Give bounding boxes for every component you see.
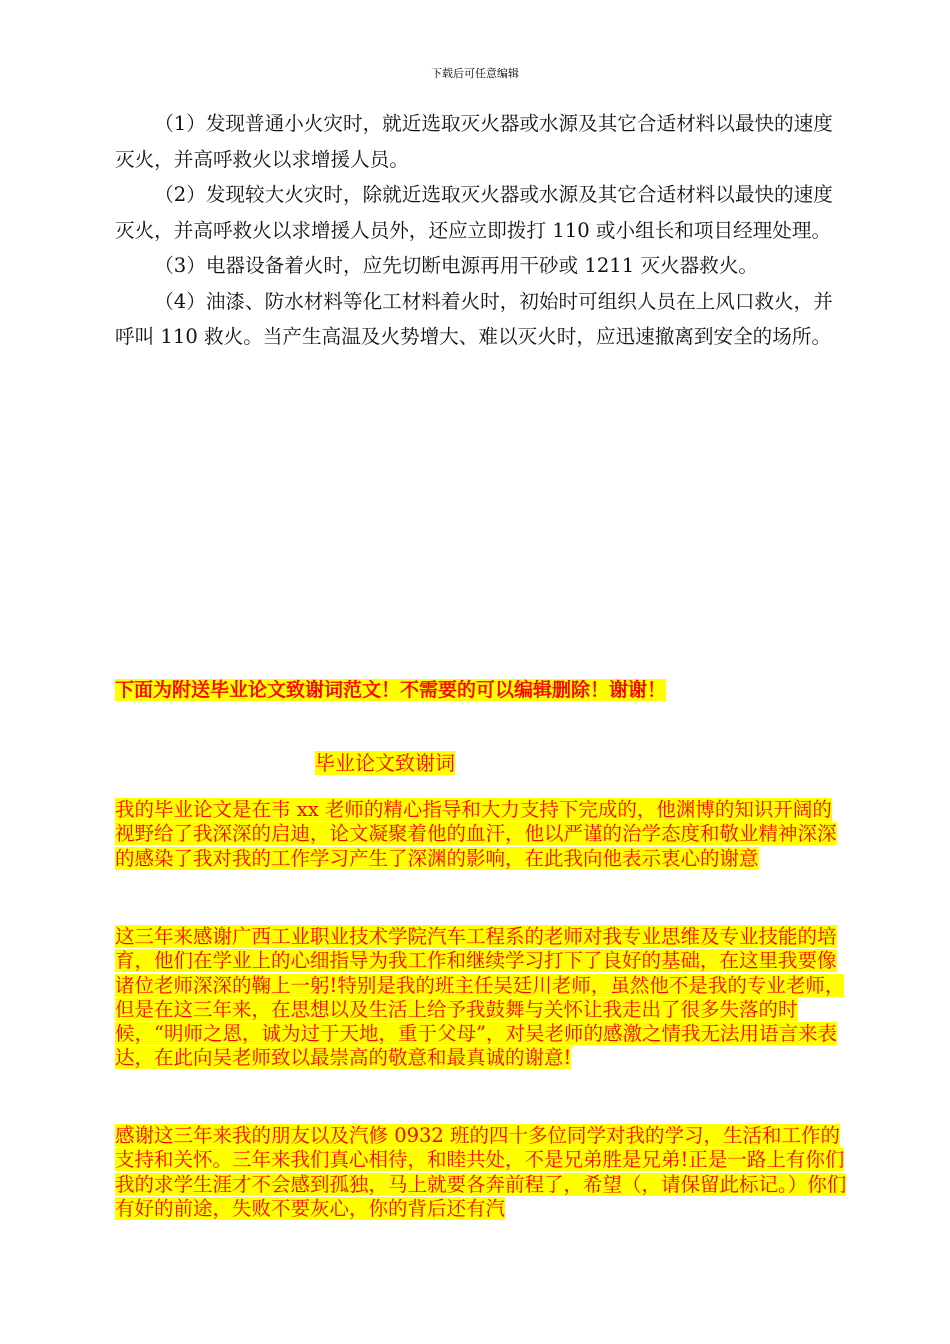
fire-step-3: （3）电器设备着火时，应先切断电源再用干砂或 1211 灭火器救火。 xyxy=(154,254,759,277)
acknowledgement-title-text: 毕业论文致谢词 xyxy=(315,751,455,775)
acknowledgement-paragraph-3 xyxy=(115,1124,850,1221)
acknowledgement-paragraph-1-text: 我的毕业论文是在韦 xx 老师的精心指导和大力支持下完成的，他渊博的知识开阔的视野给了我深深的启迪，论文凝聚着他的血汗，他以严谨的治学态度和敬业精神深深的感染了我对我的工作学习产生了深渊的影响，在此我向他表示衷心的谢意 xyxy=(115,798,837,870)
fire-step-1: （1）发现普通小火灾时，就近选取灭火器或水源及其它合适材料以最快的速度灭火，并高呼救火以求增援人员。 xyxy=(115,112,833,171)
fire-step-2: （2）发现较大火灾时，除就近选取灭火器或水源及其它合适材料以最快的速度灭火，并高呼救火以求增援人员外，还应立即拨打 110 或小组长和项目经理处理。 xyxy=(115,183,833,242)
acknowledgement-paragraph-2 xyxy=(115,925,850,1071)
page-header: 下载后可任意编辑 xyxy=(431,67,519,80)
appendix-notice xyxy=(115,676,666,704)
fire-response-section xyxy=(115,106,850,355)
appendix-notice-text: 下面为附送毕业论文致谢词范文！不需要的可以编辑删除！谢谢！ xyxy=(115,679,667,701)
acknowledgement-title xyxy=(315,749,455,777)
acknowledgement-paragraph-2-text: 这三年来感谢广西工业职业技术学院汽车工程系的老师对我专业思维及专业技能的培育，他们在学业上的心细指导为我工作和继续学习打下了良好的基础，在这里我要像诸位老师深深的鞠上一躬!特别是我的班主任吴廷川老师，虽然他不是我的专业老师，但是在这三年来，在思想以及生活上给予我鼓舞与关怀让我走出了很多失落的时候，“明师之恩，诚为过于天地，重于父母”，对吴老师的感激之情我无法用语言来表达，在此向吴老师致以最崇高的敬意和最真诚的谢意! xyxy=(115,925,845,1070)
fire-step-4: （4）油漆、防水材料等化工材料着火时，初始时可组织人员在上风口救火，并呼叫 110 救火。当产生高温及火势增大、难以灭火时，应迅速撤离到安全的场所。 xyxy=(115,289,833,348)
acknowledgement-paragraph-1 xyxy=(115,798,850,871)
acknowledgement-paragraph-3-text: 感谢这三年来我的朋友以及汽修 0932 班的四十多位同学对我的学习，生活和工作的支持和关怀。三年来我们真心相待，和睦共处，不是兄弟胜是兄弟!正是一路上有你们我的求学生涯才不会感到孤独，马上就要各奔前程了，希望（，请保留此标记。）你们有好的前途，失败不要灰心，你的背后还有汽 xyxy=(115,1124,847,1220)
